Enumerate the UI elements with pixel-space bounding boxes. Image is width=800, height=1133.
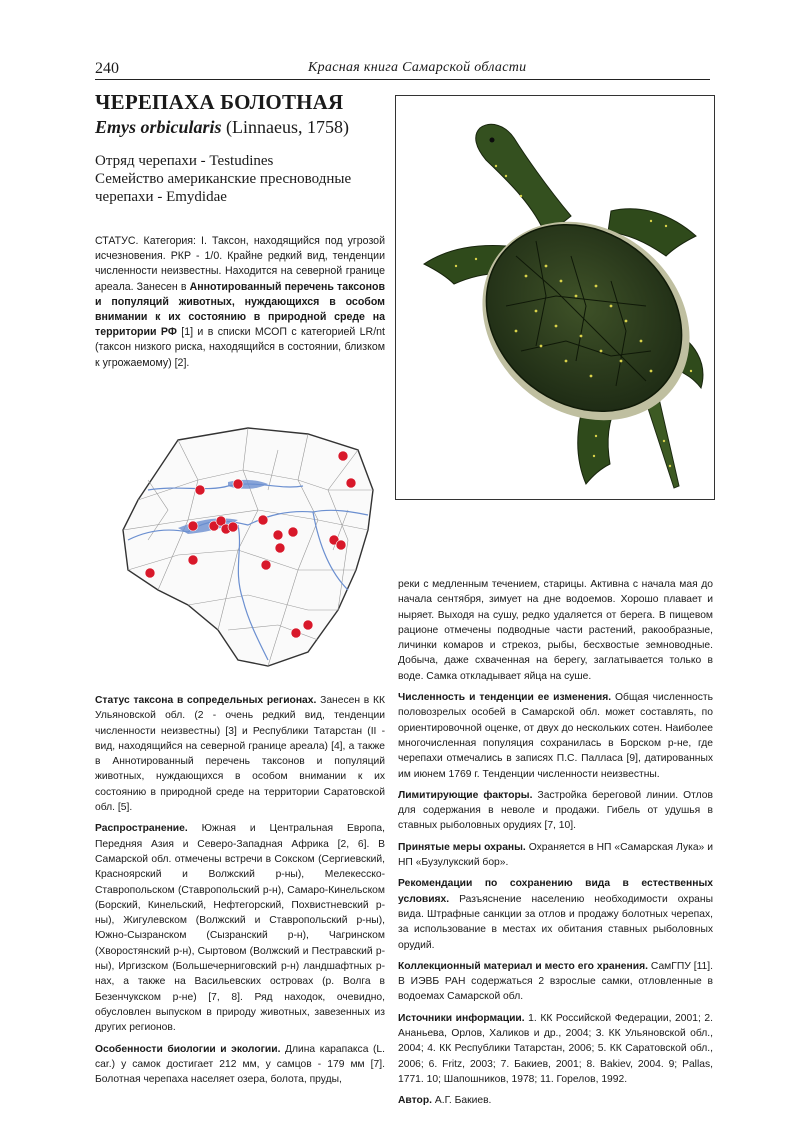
occurrence-marker [258, 515, 268, 525]
status-lead: СТАТУС. Категория: I. Таксон, находящийся под угрозой исчезновения. РКР - 1/0. Крайне редкий вид, тенденции численности неизвестны. Находится на северной границе ареала. Занесен в [95, 235, 385, 293]
occurrence-marker [145, 568, 155, 578]
region-outline [123, 428, 373, 666]
occurrence-marker [188, 555, 198, 565]
occurrence-marker [346, 478, 356, 488]
section-text: Общая численность половозрелых особей в Самарской обл. может составлять, по ориентировочной оценке, от двух до нескольких сотен. Наиболее многочисленная популяция сохранилась в Борском р-не, где черепахи отмечались в записях П.С. Палласа [9], датированных им июнем 1769 г. Тенденции численности неизвестны. [398, 692, 713, 780]
status-paragraph [95, 234, 385, 371]
occurrence-marker [228, 522, 238, 532]
occurrence-marker [261, 560, 271, 570]
occurrence-marker [303, 620, 313, 630]
turtle-illustration [395, 95, 715, 500]
right-text-column [398, 577, 713, 1115]
species-name-ru: ЧЕРЕПАХА БОЛОТНАЯ [95, 90, 344, 114]
section-heading: Лимитирующие факторы. [398, 789, 533, 801]
section-abundance [398, 690, 713, 782]
section-text: Охраняется в НП «Самарская Лука» и НП «Бузулукский бор». [398, 841, 713, 869]
section-text: Южная и Центральная Европа, Передняя Азия и Северо-Западная Африка [2, 6]. В Самарской обл. отмечены встречи в Сокском (Сергиевский, Красноярский и Волжский р-ны), Мелекесско-Ставропольском (Ставропольский р-н), Самаро-Кинельском (Борский, Кинельский, Нефтегорский, Похвистневский р-ны), Жигулевском (Волжский и Ставропольский р-ны), Южно-Сызранском (Сызранский р-н), Чагринском (Хворостянский р-н), Сыртовом (Волжский и Пестравский р-ны), Иргизском (Большечерниговский р-н) ландшафтных р-нах, а также на Васильевских островах (р. Волга в Безенчукском р-не) [7, 8]. Ряд находок, очевидно, обусловлен выпуском в природу животных, завезенных из других регионов. [95, 823, 385, 1034]
section-limiting-factors [398, 788, 713, 834]
occurrence-marker [275, 543, 285, 553]
section-neighbor-status [95, 693, 385, 815]
occurrence-marker [291, 628, 301, 638]
section-heading: Распространение. [95, 823, 188, 835]
section-protection [398, 840, 713, 871]
latin-binomial: Emys orbicularis [95, 117, 222, 137]
section-collections [398, 959, 713, 1005]
turtle-eye [490, 138, 495, 143]
taxonomy-block [95, 152, 385, 206]
section-biology-cont [398, 577, 713, 684]
section-text: СамГПУ [11]. В ИЭВБ РАН содержаться 2 взрослые самки, отловленные в водоемах Самарской обл. [398, 960, 713, 1003]
section-heading: Рекомендации по сохранению вида в естественных условиях. [398, 878, 713, 905]
turtle-drawing [396, 96, 714, 499]
section-text: Разъяснение населению необходимости охраны вида. Штрафные санкции за отлов и продажу болотных черепах, за использование в местах их обитания ставных рыболовных орудий. [398, 893, 713, 951]
section-sources [398, 1011, 713, 1087]
running-head: Красная книга Самарской области [308, 60, 527, 75]
taxonomy-order: Отряд черепахи - Testudines [95, 153, 274, 169]
occurrence-marker [195, 485, 205, 495]
section-heading: Численность и тенденции ее изменения. [398, 692, 612, 704]
page-number: 240 [95, 60, 119, 77]
section-biology [95, 1042, 385, 1088]
distribution-map [118, 420, 380, 670]
map-drawing [118, 420, 380, 670]
section-heading: Автор. [398, 1095, 432, 1107]
section-heading: Источники информации. [398, 1012, 525, 1024]
section-text: Занесен в КК Ульяновской обл. (2 - очень редкий вид, тенденции численности неизвестны) [3] и Республики Татарстан (II - вид, находящийся на северной границе ареала) [4], а также в Аннотированный перечень таксонов и популяций животных, нуждающихся в особом внимании к их состоянию в природной среде на территории Саратовской обл. [5]. [95, 695, 385, 814]
section-text: А.Г. Бакиев. [431, 1095, 492, 1107]
occurrence-marker [188, 521, 198, 531]
section-recommendations [398, 876, 713, 952]
occurrence-marker [288, 527, 298, 537]
occurrence-marker [273, 530, 283, 540]
occurrence-marker [233, 479, 243, 489]
section-heading: Коллекционный материал и место его хранения. [398, 960, 648, 972]
section-heading: Особенности биологии и экологии. [95, 1043, 281, 1055]
section-heading: Принятые меры охраны. [398, 841, 526, 853]
header-rule [95, 79, 710, 80]
section-text: Застройка береговой линии. Отлов для содержания в неволе и продажи. Гибель от удушья в ставных рыболовных орудиях [7, 10]. [398, 789, 713, 832]
status-tail: [1] и в списки МСОП с категорией LR/nt (таксон низкого риска, находящийся в состоянии, близком к угрожаемому) [2]. [95, 326, 385, 369]
taxonomy-family: Семейство американские пресноводные черепахи - Emydidae [95, 171, 352, 205]
latin-author: (Linnaeus, 1758) [226, 117, 349, 137]
section-text: Длина карапакса (L. car.) у самок достигает 212 мм, у самцов - 179 мм [7]. Болотная черепаха населяет озера, болота, пруды, [95, 1043, 385, 1086]
left-text-column [95, 693, 385, 1093]
species-name-lat [95, 117, 349, 138]
section-heading: Статус таксона в сопредельных регионах. [95, 695, 317, 706]
section-text: реки с медленным течением, старицы. Активна с начала мая до начала сентября, зимует на дне водоемов. Хорошо плавает и ныряет. Выходя на сушу, редко удаляется от берега. В пищевом рационе отмечены подводные части растений, ракообразные, личинки комаров и стрекоз, рыбы, бесхвостые земноводные. Добыча, даже схваченная на берегу, заглатывается только в воде. Самка откладывает яйца на суше. [398, 579, 713, 682]
section-author [398, 1093, 713, 1108]
section-text: 1. КК Российской Федерации, 2001; 2. Ананьева, Орлов, Халиков и др., 2004; 3. КК Ульяновской обл., 2004; 4. КК Республики Татарстан, 2006; 5. КК Саратовской обл., 2006; 6. Fritz, 2003; 7. Бакиев, 2001; 8. Bakiev, 2004. 9; Pallas, 1771. 10; Шапошников, 1978; 11. Горелов, 1992. [398, 1012, 713, 1085]
section-distribution [95, 821, 385, 1035]
status-bold-title: Аннотированный перечень таксонов и популяций животных, нуждающихся в особом внимании к их состоянию в природной среде на территории РФ [95, 280, 385, 339]
occurrence-marker [338, 451, 348, 461]
occurrence-marker [336, 540, 346, 550]
